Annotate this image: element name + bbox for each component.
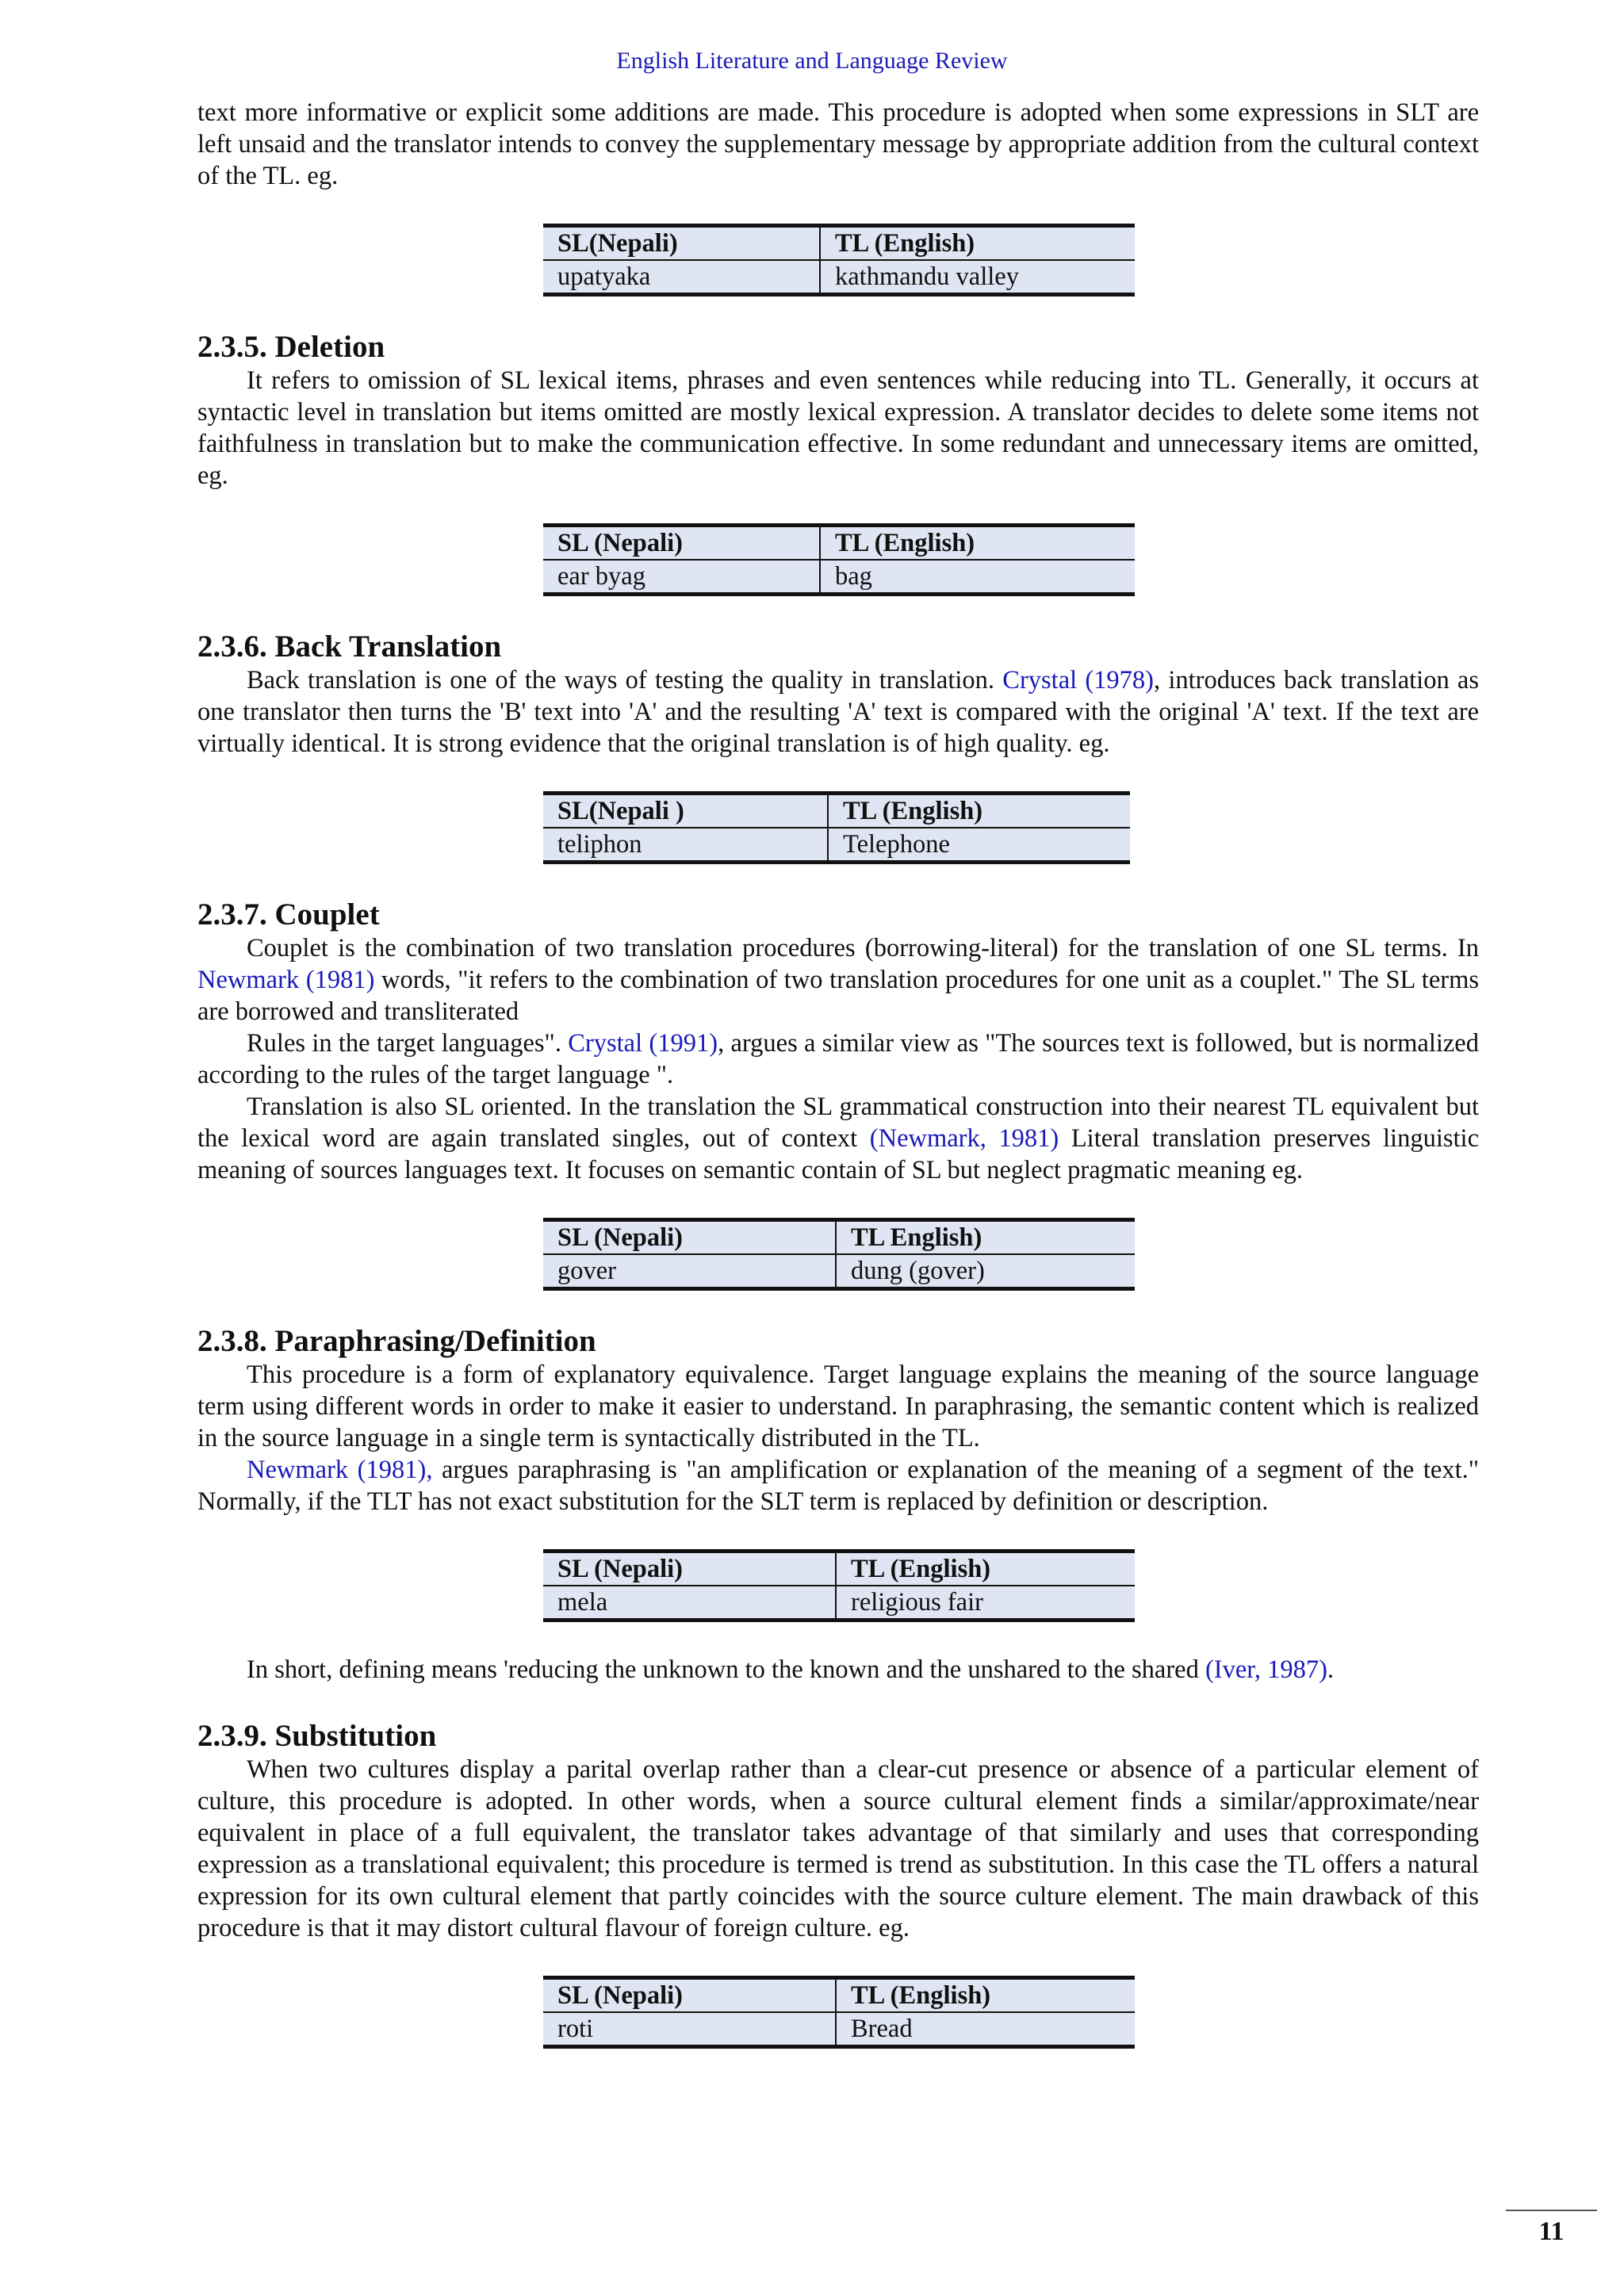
citation-link[interactable]: Crystal (1991) <box>568 1029 718 1058</box>
paragraph <box>197 932 1479 1027</box>
table-header-tl: TL (English) <box>836 1978 1135 2013</box>
page-number: 11 <box>1538 2217 1565 2246</box>
table-header-tl: TL (English) <box>836 1552 1135 1586</box>
text-run: In short, defining means 'reducing the unknown to the known and the unshared to the shared <box>247 1655 1205 1684</box>
table-header-tl: TL (English) <box>828 794 1130 828</box>
citation-link[interactable]: Newmark (1981), <box>247 1456 433 1484</box>
text-run: Back translation is one of the ways of testing the quality in translation. <box>247 666 1003 695</box>
text-run: Literal translation preserves linguistic meaning of sources languages text. It focuses on semantic contain of SL but neglect pragmatic meaning eg. <box>197 1124 1479 1184</box>
citation-link[interactable]: Newmark (1981) <box>197 966 375 994</box>
table-cell-tl: kathmandu valley <box>820 260 1135 295</box>
table-header-sl: SL (Nepali) <box>543 1220 836 1255</box>
table-header-tl: TL (English) <box>820 226 1135 261</box>
paragraph: When two cultures display a parital overlap rather than a clear-cut presence or absence of a particular element of culture, this procedure is adopted. In other words, when a source cultural element finds a similar/approximate/near equivalent in place of a full equivalent, the translator takes advantage of that similarly and uses that corresponding expression as a translational equivalent; this procedure is termed is trend as substitution. In this case the TL offers a natural expression for its own cultural element that partly coincides with the source culture element. The main drawback of this procedure is that it may distort cultural flavour of foreign culture. eg. <box>197 1755 1479 1942</box>
running-header: English Literature and Language Review <box>616 48 1008 74</box>
text-run: words, "it refers to the combination of two translation procedures for one unit as a couplet." The SL terms are borrowed and transliterated <box>197 966 1479 1026</box>
example-table-substitution <box>543 1976 1135 2049</box>
section-heading-paraphrasing: 2.3.8. Paraphrasing/Definition <box>197 1324 596 1358</box>
table-header-sl: SL(Nepali ) <box>543 794 828 828</box>
text-run: , argues a similar view as "The sources text is followed, but is normalized according to the rules of the target language ". <box>197 1029 1479 1089</box>
paragraph: It refers to omission of SL lexical items, phrases and even sentences while reducing into TL. Generally, it occurs at syntactic level in translation but items omitted are mostly lexical expression. A translator decides to delete some items not faithfulness in translation but to make the communication effective. In some redundant and unnecessary items are omitted, eg. <box>197 366 1479 490</box>
intro-paragraph: text more informative or explicit some additions are made. This procedure is adopted when some expressions in SLT are left unsaid and the translator intends to convey the supplementary message by appropriate addition from the cultural context of the TL. eg. <box>197 98 1479 190</box>
example-table-addition <box>543 224 1135 297</box>
citation-link[interactable]: (Newmark, 1981) <box>869 1124 1059 1153</box>
citation-link[interactable]: Crystal (1978) <box>1002 666 1155 695</box>
citation-link[interactable]: (Iver, 1987) <box>1205 1655 1327 1684</box>
example-table-back-translation <box>543 791 1130 864</box>
table-cell-sl: gover <box>543 1254 836 1289</box>
table-cell-tl: Telephone <box>828 828 1130 863</box>
table-header-tl: TL (English) <box>820 526 1135 561</box>
table-cell-tl: bag <box>820 560 1135 595</box>
table-cell-tl: dung (gover) <box>836 1254 1135 1289</box>
text-run: Rules in the target languages". <box>247 1029 569 1058</box>
text-run: . <box>1327 1655 1335 1684</box>
example-table-paraphrasing <box>543 1549 1135 1622</box>
example-table-couplet <box>543 1218 1135 1291</box>
paragraph: This procedure is a form of explanatory equivalence. Target language explains the meaning of the source language term using different words in order to make it easier to understand. In paraphrasing, the semantic content which is realized in the source language in a single term is syntactically distributed in the TL. <box>197 1360 1479 1452</box>
section-heading-couplet: 2.3.7. Couplet <box>197 897 380 932</box>
table-cell-tl: Bread <box>836 2012 1135 2047</box>
section-heading-back-translation: 2.3.6. Back Translation <box>197 629 502 664</box>
table-header-sl: SL (Nepali) <box>543 1552 836 1586</box>
table-cell-sl: roti <box>543 2012 836 2047</box>
paragraph <box>197 1027 1479 1091</box>
table-header-sl: SL (Nepali) <box>543 526 820 561</box>
section-heading-deletion: 2.3.5. Deletion <box>197 330 385 364</box>
section-heading-substitution: 2.3.9. Substitution <box>197 1719 437 1753</box>
paragraph <box>197 664 1479 760</box>
table-cell-sl: ear byag <box>543 560 820 595</box>
table-header-sl: SL (Nepali) <box>543 1978 836 2013</box>
paragraph <box>197 1654 1479 1686</box>
example-table-deletion <box>543 523 1135 596</box>
table-cell-sl: mela <box>543 1586 836 1621</box>
page-body <box>197 97 1479 2049</box>
table-cell-sl: upatyaka <box>543 260 820 295</box>
page-number-rule <box>1506 2210 1597 2211</box>
text-run: Translation is also SL oriented. In the translation the SL grammatical construction into their nearest TL equivalent but the lexical word are again translated singles, out of context <box>197 1093 1479 1153</box>
table-header-sl: SL(Nepali) <box>543 226 820 261</box>
text-run: Couplet is the combination of two translation procedures (borrowing-literal) for the translation of one SL terms. In <box>247 934 1479 962</box>
table-cell-tl: religious fair <box>836 1586 1135 1621</box>
table-header-tl: TL English) <box>836 1220 1135 1255</box>
paragraph <box>197 1454 1479 1517</box>
table-cell-sl: teliphon <box>543 828 828 863</box>
text-run: argues paraphrasing is "an amplification or explanation of the meaning of a segment of the text." Normally, if the TLT has not exact substitution for the SLT term is replaced by definition or description. <box>197 1456 1479 1516</box>
paragraph <box>197 1091 1479 1186</box>
text-run: , introduces back translation as one translator then turns the 'B' text into 'A' and the resulting 'A' text is compared with the original 'A' text. If the text are virtually identical. It is strong evidence that the original translation is of high quality. eg. <box>197 666 1479 758</box>
